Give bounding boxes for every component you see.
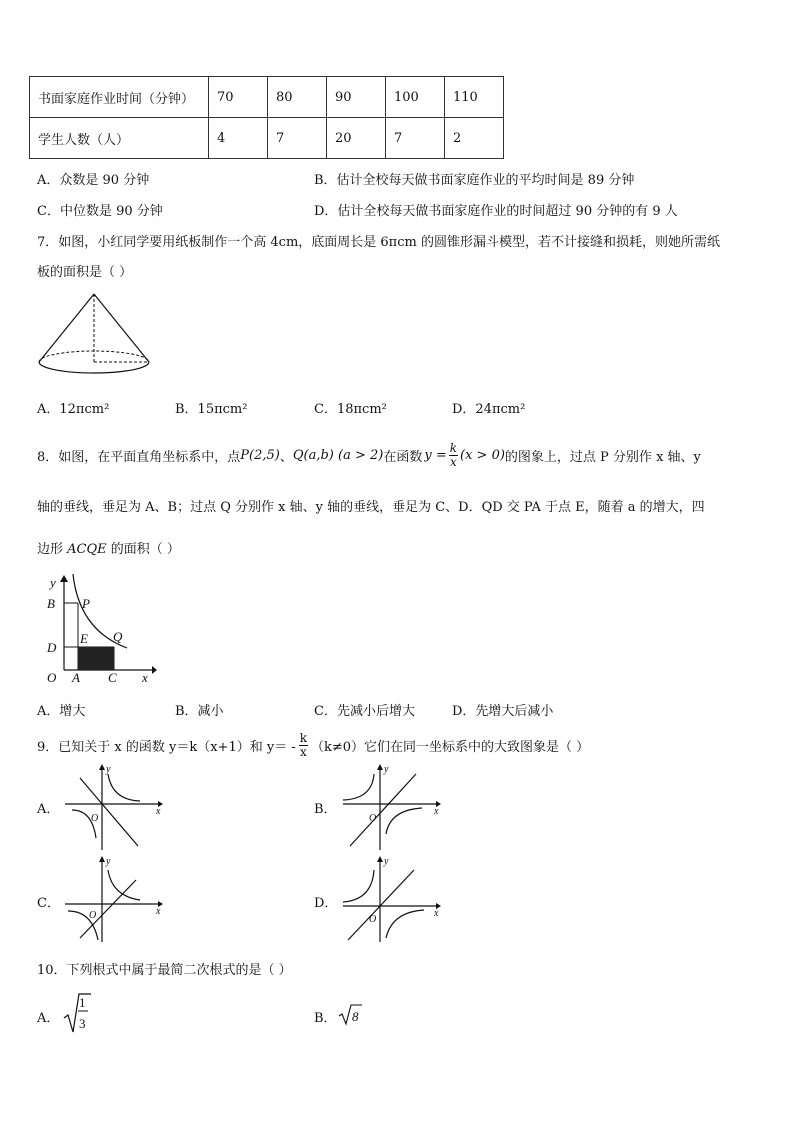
homework-table [29,76,504,159]
fig-label-c: C [108,670,117,685]
q8-option-a: A．增大 [37,704,86,719]
axis-label-y: y [106,856,111,867]
table-cell: 90 [327,77,386,118]
table-row [30,77,504,118]
table-cell: 学生人数（人） [30,118,209,159]
axis-label-x: x [434,806,439,817]
axis-label-o: O [91,813,99,824]
q9-option-c-label: C． [37,896,60,911]
fig-label-p: P [82,596,90,611]
q8-point-q: Q(a,b) (a > 2) [292,447,384,463]
q9-fraction [299,732,308,759]
fig-label-o: O [47,670,57,685]
radical-numerator: 1 [79,995,86,1010]
q8-stem-line1 [37,440,701,470]
axis-label-o: O [369,914,377,925]
q8-stem-line3 [37,538,180,557]
q7-option-a: A．12πcm² [37,402,110,417]
q8-func-y: y = [424,447,447,463]
q7-stem-line2: 板的面积是（ ） [37,265,133,280]
q9-graph-d [338,856,443,946]
q8-point-p: P(2,5) [240,447,280,463]
q8-fraction [449,442,458,469]
q9-option-b-label: B． [314,802,337,817]
q9-graph-a [60,764,165,854]
q6-option-c: C．中位数是 90 分钟 [37,204,163,219]
fraction-denominator: x [449,454,457,469]
q9-option-a-label: A． [37,802,60,817]
q7-option-d: D．24πcm² [452,402,526,417]
q8-text: 在函数 [383,449,423,465]
table-cell: 7 [268,118,327,159]
q8-text: 的图象上，过点 P 分别作 x 轴、y [504,449,701,465]
q8-text: 的面积（ ） [110,542,180,557]
q10-stem: 10．下列根式中属于最简二次根式的是（ ） [37,963,292,978]
fig-label-x: x [142,670,148,685]
q8-text: 8．如图，在平面直角坐标系中，点 [37,449,241,465]
q10-radical-b [338,1002,364,1026]
table-cell: 100 [386,77,445,118]
q10-option-b-label: B． [314,1011,337,1026]
axis-label-y: y [384,764,389,775]
q9-option-d-label: D． [314,896,338,911]
q7-stem-line1: 7．如图，小红同学要用纸板制作一个高 4cm，底面周长是 6πcm 的圆锥形漏斗模型，若不计接缝和损耗，则她所需纸 [37,235,720,250]
fraction-numerator: k [449,440,458,455]
fig-label-q: Q [113,629,123,644]
q9-graph-c [60,856,165,946]
q10-option-a-label: A． [37,1011,60,1026]
q8-domain: (x > 0) [460,447,505,463]
fig-label-b: B [47,596,55,611]
q8-text: 边形 [37,542,64,557]
axis-label-o: O [369,813,377,824]
q8-option-c: C．先减小后增大 [314,704,415,719]
table-cell: 110 [445,77,504,118]
q9-stem [37,728,589,762]
table-cell: 80 [268,77,327,118]
axis-label-y: y [106,764,111,775]
q6-option-d: D．估计全校每天做书面家庭作业的时间超过 90 分钟的有 9 人 [314,204,678,219]
q8-option-b: B．减小 [175,704,224,719]
fraction-numerator: k [299,730,307,745]
axis-label-o: O [89,910,97,921]
fig-label-d: D [47,640,57,655]
cone-figure [36,290,152,386]
table-row [30,118,504,159]
q8-text: 、 [279,449,293,465]
q8-coordinate-figure [42,570,157,686]
q10-radical-a [62,990,92,1036]
fig-label-y: y [50,575,56,590]
q7-option-c: C．18πcm² [314,402,387,417]
q8-stem-line2: 轴的垂线，垂足为 A、B；过点 Q 分别作 x 轴、y 轴的垂线，垂足为 C、D．QD 交 PA 于点 E，随着 a 的增大，四 [37,500,705,515]
radicand: 8 [352,1009,359,1024]
fraction-denominator: x [299,744,307,759]
q9-text: 9．已知关于 x 的函数 y＝k（x+1）和 y＝ - [37,739,296,755]
q7-option-b: B．15πcm² [175,402,248,417]
q8-quad-label: ACQE [67,542,107,557]
q6-option-b: B．估计全校每天做书面家庭作业的平均时间是 89 分钟 [314,173,635,188]
q9-text: （k≠0）它们在同一坐标系中的大致图象是（ ） [311,739,590,755]
q8-option-d: D．先增大后减小 [452,704,554,719]
axis-label-y: y [384,856,389,867]
radical-denominator: 3 [79,1016,86,1031]
axis-label-x: x [434,908,439,919]
q6-option-a: A．众数是 90 分钟 [37,173,150,188]
table-cell: 2 [445,118,504,159]
q9-graph-b [338,764,443,854]
table-cell: 书面家庭作业时间（分钟） [30,77,209,118]
axis-label-x: x [156,806,161,817]
table-cell: 20 [327,118,386,159]
table-cell: 7 [386,118,445,159]
fig-label-a: A [72,670,80,685]
axis-label-x: x [156,906,161,917]
table-cell: 70 [209,77,268,118]
fig-label-e: E [80,631,88,646]
table-cell: 4 [209,118,268,159]
